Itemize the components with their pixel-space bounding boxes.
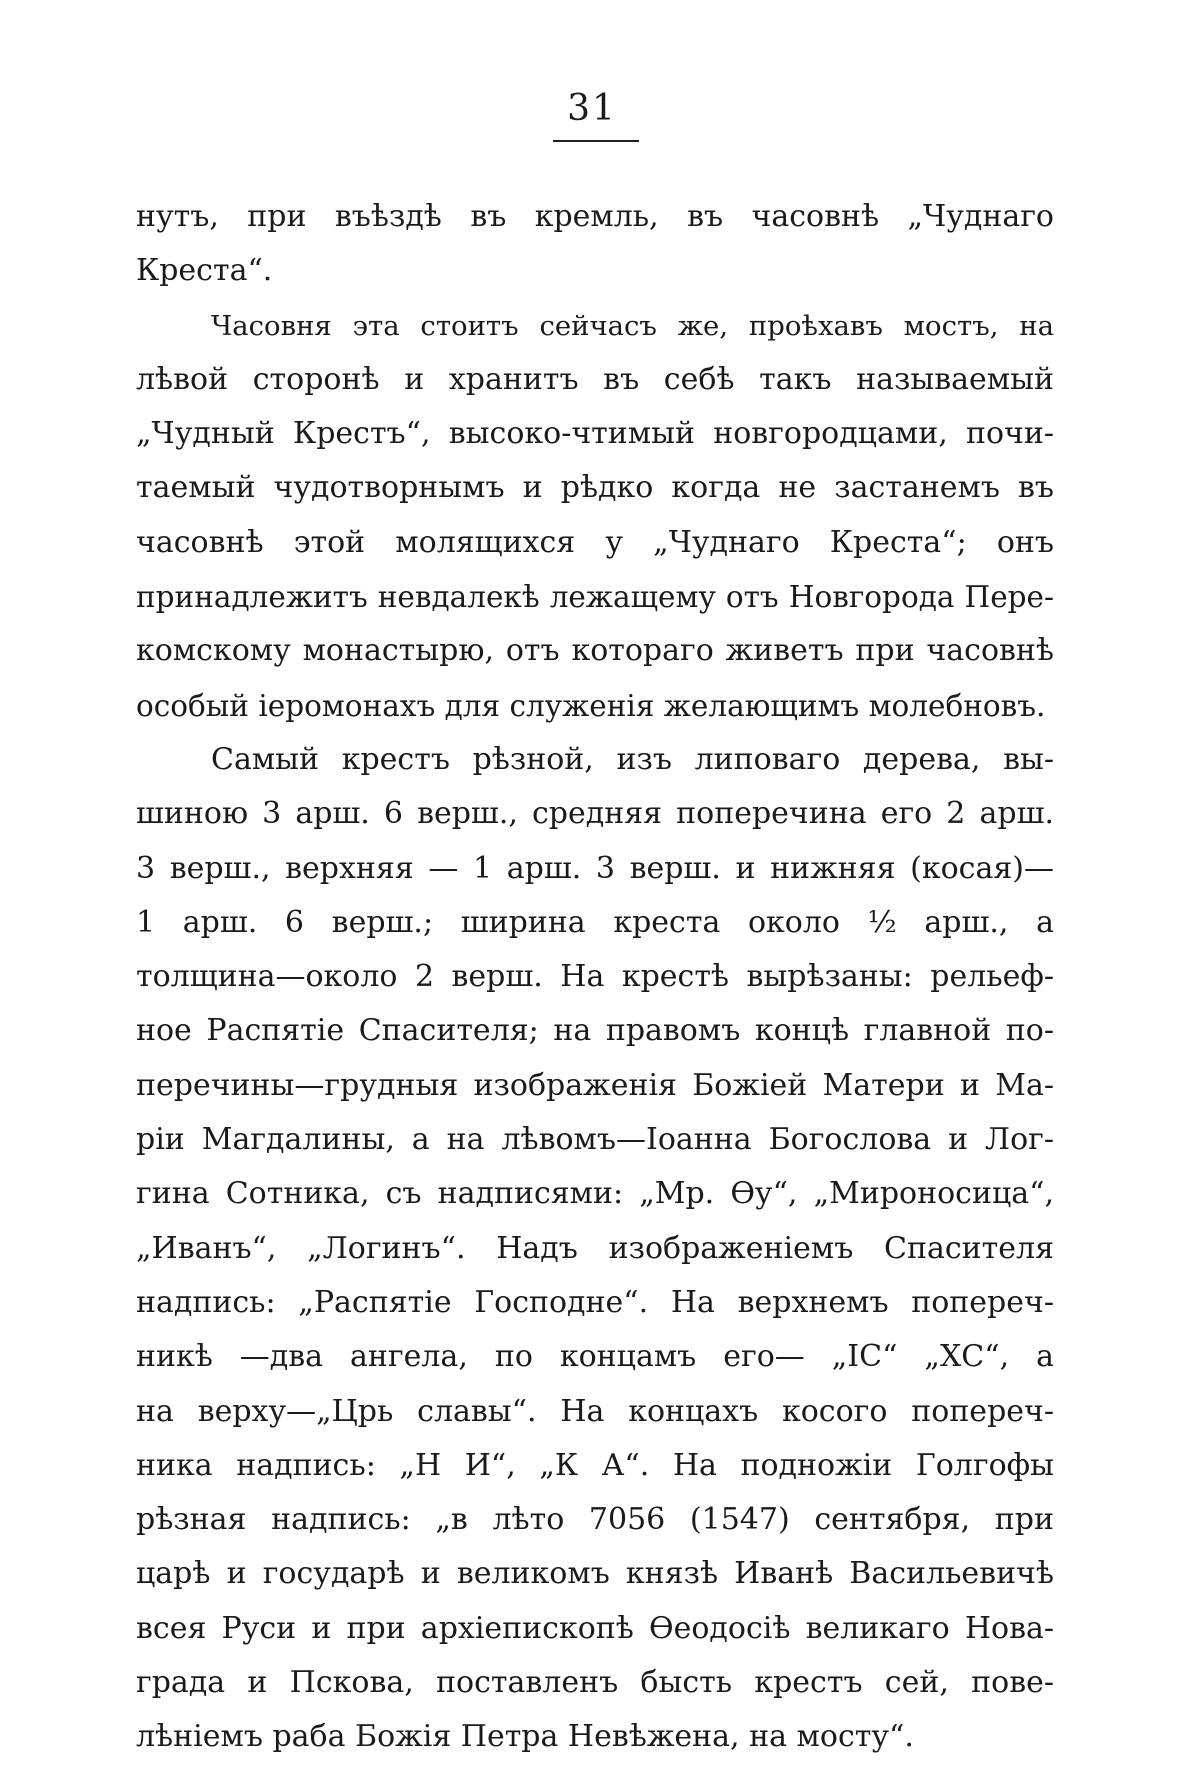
text-line: перечины—грудныя изображенія Божіей Матери и Ма- xyxy=(136,1067,1054,1103)
text-line: принадлежитъ невдалекѣ лежащему отъ Новгорода Пере- xyxy=(136,580,1054,615)
text-line: рѣзная надпись: „в лѣто 7056 (1547) сентября, при xyxy=(136,1502,1054,1538)
page-number-rule xyxy=(553,140,639,142)
text-line: Часовня эта стоитъ сейчасъ же, проѣхавъ мостъ, на xyxy=(211,309,1054,342)
text-line: комскому монастырю, отъ котораго живетъ при часовнѣ xyxy=(136,633,1054,669)
text-line: гина Сотника, съ надписями: „Мр. Өу“, „Мироносица“, xyxy=(136,1176,1054,1212)
text-line: Креста“. xyxy=(136,253,273,289)
text-line: толщина—около 2 верш. На крестѣ вырѣзаны: рельеф- xyxy=(136,959,1054,995)
text-line: „Чудный Крестъ“, высоко-чтимый новгородцами, почи- xyxy=(136,416,1054,452)
text-line: ника надпись: „Н И“, „К А“. На подножіи Голгофы xyxy=(136,1447,1054,1483)
text-line: никѣ —два ангела, по концамъ его— „IC“ „ХС“, а xyxy=(136,1339,1054,1375)
text-line: града и Пскова, поставленъ бысть крестъ сей, пове- xyxy=(136,1665,1054,1701)
text-line: нутъ, при въѣздѣ въ кремль, въ часовнѣ „Чуднаго xyxy=(136,199,1054,234)
text-line: надпись: „Распятіе Господне“. На верхнемъ попереч- xyxy=(136,1284,1054,1320)
body-text xyxy=(136,190,1054,1765)
text-line: ное Распятіе Спасителя; на правомъ концѣ главной по- xyxy=(136,1013,1054,1049)
text-line: особый іеромонахъ для служенія желающимъ молебновъ. xyxy=(136,688,1046,723)
text-line: „Иванъ“, „Логинъ“. Надъ изображеніемъ Спасителя xyxy=(136,1230,1054,1266)
text-line: часовнѣ этой молящихся у „Чуднаго Креста“; онъ xyxy=(136,524,1054,560)
text-line: ріи Магдалины, а на лѣвомъ—Іоанна Богослова и Лог- xyxy=(136,1122,1054,1158)
text-line: всея Руси и при архіепископѣ Өеодосіѣ великаго Нова- xyxy=(136,1610,1054,1646)
text-line: лѣніемъ раба Божія Петра Невѣжена, на мосту“. xyxy=(136,1719,914,1755)
text-line: 1 арш. 6 верш.; ширина креста около ½ арш., а xyxy=(136,904,1054,940)
text-line: Самый крестъ рѣзной, изъ липоваго дерева, вы- xyxy=(211,741,1054,777)
text-line: лѣвой сторонѣ и хранитъ въ себѣ такъ называемый xyxy=(136,361,1054,397)
text-line: царѣ и государѣ и великомъ князѣ Иванѣ Васильевичѣ xyxy=(136,1556,1054,1592)
page-number: 31 xyxy=(567,88,617,129)
text-line: 3 верш., верхняя — 1 арш. 3 верш. и нижняя (косая)— xyxy=(136,850,1054,886)
text-line: шиною 3 арш. 6 верш., средняя поперечина его 2 арш. xyxy=(136,796,1054,832)
text-line: на верху—„Црь славы“. На концахъ косого попереч- xyxy=(136,1393,1054,1429)
text-line: таемый чудотворнымъ и рѣдко когда не застанемъ въ xyxy=(136,470,1054,506)
